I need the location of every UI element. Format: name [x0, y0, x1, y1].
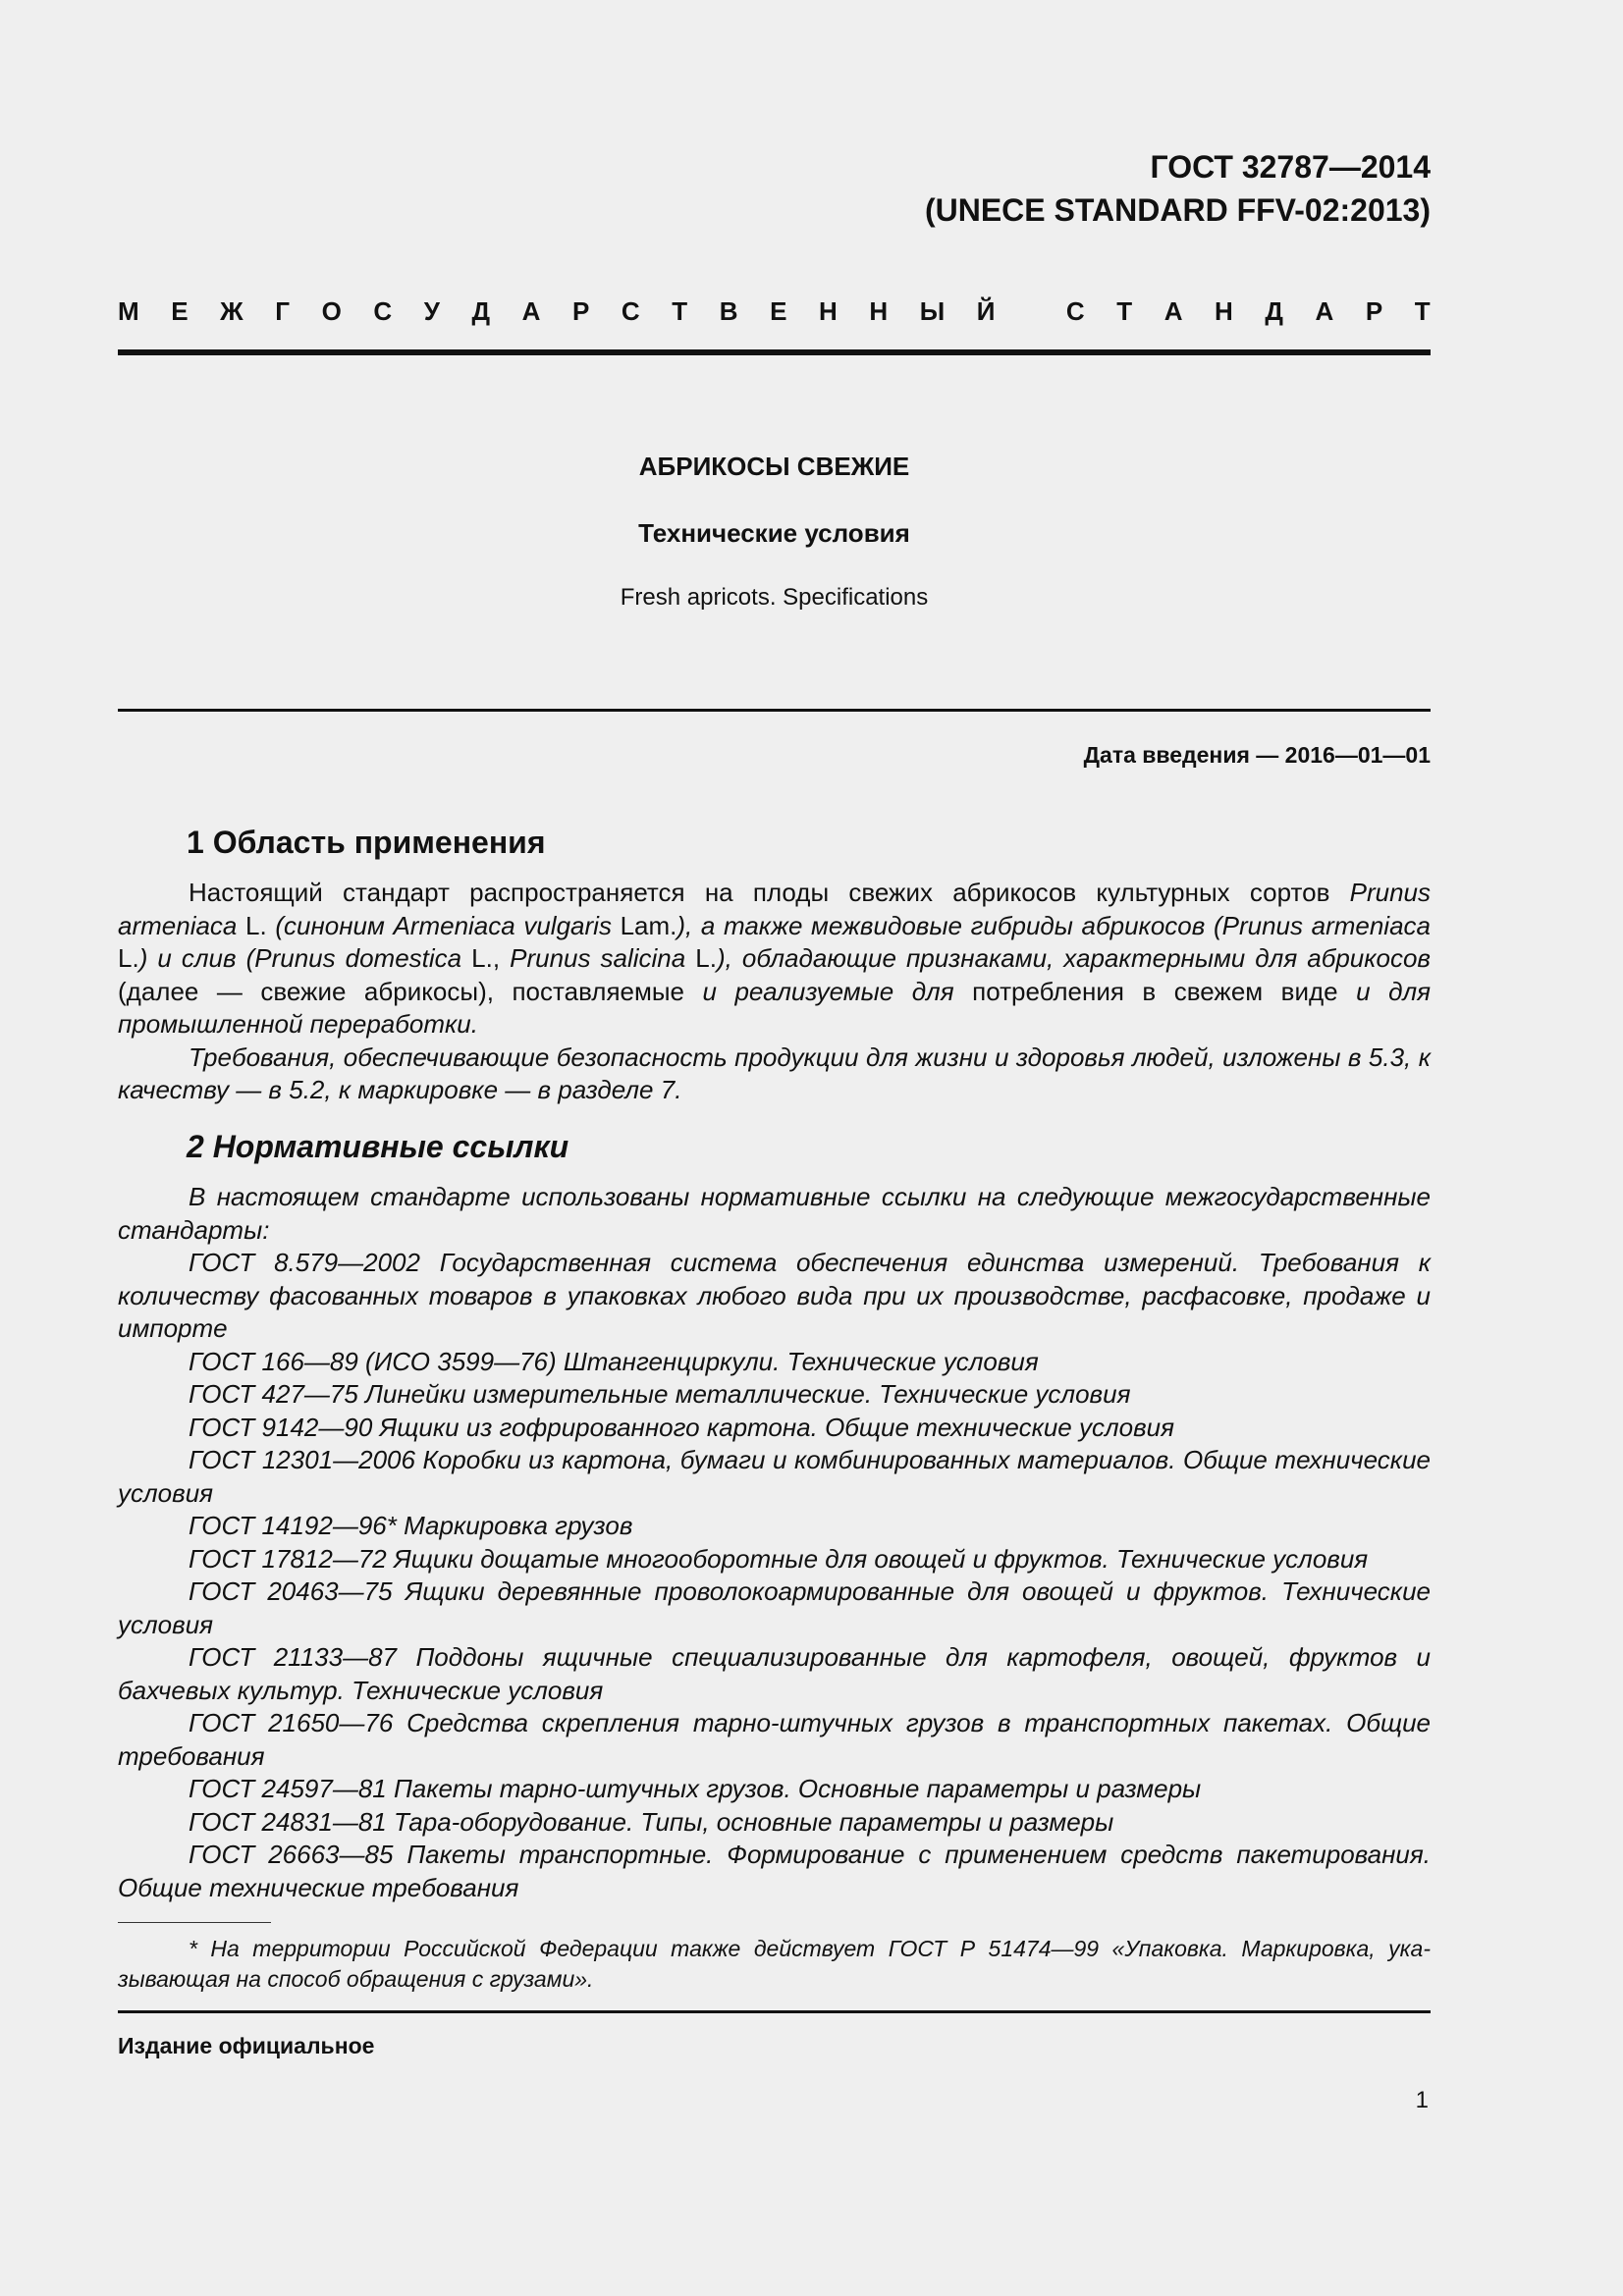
scope-text-segment: Lam.: [611, 910, 677, 940]
english-title: Fresh apricots. Specifications: [620, 584, 929, 611]
scope-text-segment: Armeniaca vulgaris: [393, 910, 612, 940]
banner-letter: Е: [171, 296, 189, 326]
section-1-body: [118, 877, 1431, 1107]
banner-letter: В: [719, 296, 738, 326]
reference-item: ГОСТ 26663—85 Пакеты транспортные. Формирование с применением средств пакетирования. Общие технические требования: [118, 1840, 1431, 1902]
banner-letter: Н: [869, 296, 889, 326]
scope-text-segment: L.: [237, 910, 276, 940]
banner-letter: А: [521, 296, 541, 326]
banner-letter: Ж: [220, 296, 243, 326]
banner-letter: Й: [976, 296, 996, 326]
scope-text-segment: (далее — свежие абрикосы), поставляемые: [118, 976, 703, 1006]
unece-standard: (UNECE STANDARD FFV-02:2013): [924, 192, 1431, 228]
banner-letter: Д: [1265, 296, 1283, 326]
banner-letter: А: [1315, 296, 1334, 326]
gost-number: ГОСТ 32787—2014: [1150, 149, 1431, 185]
reference-item: ГОСТ 24831—81 Тара-оборудование. Типы, основные параметры и размеры: [189, 1806, 1114, 1837]
scope-text-segment: Prunus salicina: [510, 943, 686, 973]
reference-item: ГОСТ 166—89 (ИСО 3599—76) Штангенциркули. Технические условия: [189, 1346, 1039, 1376]
scope-text-segment: ) и слив (: [138, 943, 255, 973]
scope-text-segment: L.: [118, 943, 139, 973]
banner-letter: М: [118, 296, 139, 326]
banner-letter: Н: [819, 296, 838, 326]
requirements-paragraph: Требования, обеспечивающие безопасность продукции для жизни и здоровья людей, изложены в 5.3, к качеству — в 5.2, к маркировке — в разделе 7.: [118, 1041, 1431, 1104]
scope-text-segment: потребления в свежем виде: [953, 976, 1357, 1006]
banner-letter: С: [621, 296, 640, 326]
scope-text-segment: ), обладающие признаками, характерными для абрикосов: [716, 943, 1432, 973]
reference-item: ГОСТ 24597—81 Пакеты тарно-штучных грузов. Основные параметры и размеры: [189, 1774, 1202, 1803]
page-number: 1: [1415, 2087, 1429, 2113]
document-subtitle: Технические условия: [638, 518, 910, 548]
introduction-date: Дата введения — 2016—01—01: [1083, 742, 1431, 768]
banner-letter: Г: [275, 296, 290, 326]
banner-letter: Е: [770, 296, 787, 326]
scope-text-segment: L.,: [461, 943, 511, 973]
footer-rule: [118, 2010, 1431, 2013]
banner-letter: Н: [1215, 296, 1233, 326]
banner-letter: Р: [1365, 296, 1383, 326]
scope-text-segment: Prunus armeniaca: [1221, 910, 1432, 940]
header-rule: [118, 349, 1431, 355]
scope-text-segment: и реализуемые для: [702, 976, 954, 1006]
official-edition-label: Издание официальное: [118, 2033, 375, 2058]
banner-letter: Т: [1414, 296, 1431, 326]
section-1-heading: 1 Область применения: [187, 825, 546, 860]
gost-designation: [925, 145, 1431, 232]
scope-text-segment: Prunus armeniaca: [118, 878, 1431, 940]
banner-letter: А: [1163, 296, 1183, 326]
banner-letter: Д: [471, 296, 491, 326]
normative-references-list: [118, 1181, 1431, 1904]
scope-text-segment: Настоящий стандарт распространяется на плоды свежих абрикосов культурных сортов: [189, 878, 1350, 907]
interstate-standard-banner: [118, 296, 1431, 327]
reference-item: ГОСТ 20463—75 Ящики деревянные проволокоармированные для овощей и фруктов. Технические условия: [118, 1576, 1431, 1639]
banner-letter: У: [423, 296, 440, 326]
scope-text-segment: и для промышленной переработки.: [118, 976, 1432, 1039]
reference-item: ГОСТ 9142—90 Ящики из гофрированного картона. Общие технические условия: [189, 1412, 1175, 1442]
reference-item: ГОСТ 427—75 Линейки измерительные металлические. Технические условия: [189, 1379, 1131, 1409]
scope-text-segment: L.: [685, 943, 717, 973]
reference-item: ГОСТ 14192—96* Маркировка грузов: [189, 1511, 633, 1540]
scope-text-segment: ), а также межвидовые гибриды абрикосов (: [676, 910, 1222, 940]
banner-letter: Р: [571, 296, 590, 326]
footnote-separator: [118, 1922, 271, 1923]
banner-letter: [1027, 296, 1034, 327]
reference-item: ГОСТ 17812—72 Ящики дощатые многооборотные для овощей и фруктов. Технические условия: [189, 1543, 1369, 1574]
footnote: * На территории Российской Федерации также действует ГОСТ Р 51474—99 «Упаковка. Маркировка, указывающая на способ обращения с грузами».: [118, 1936, 1431, 1992]
section-2-heading: 2 Нормативные ссылки: [187, 1129, 569, 1164]
banner-letter: Т: [1116, 296, 1133, 326]
reference-item: ГОСТ 12301—2006 Коробки из картона, бумаги и комбинированных материалов. Общие технические условия: [118, 1445, 1431, 1508]
document-title: АБРИКОСЫ СВЕЖИЕ: [638, 452, 910, 481]
reference-item: ГОСТ 21133—87 Поддоны ящичные специализированные для картофеля, овощей, фруктов и бахчевых культур. Технические условия: [118, 1642, 1431, 1705]
references-intro: В настоящем стандарте использованы нормативные ссылки на следующие межгосударственные стандарты:: [118, 1182, 1431, 1245]
scope-text-segment: (синоним: [275, 910, 394, 940]
banner-letter: С: [1065, 296, 1085, 326]
banner-letter: О: [321, 296, 342, 326]
reference-item: ГОСТ 21650—76 Средства скрепления тарно-штучных грузов в транспортных пакетах. Общие требования: [118, 1708, 1431, 1771]
reference-item: ГОСТ 8.579—2002 Государственная система обеспечения единства измерений. Требования к количеству фасованных товаров в упаковках любого вида при их производстве, расфасовке, продаже и импорте: [118, 1248, 1431, 1343]
scope-paragraph: [118, 877, 1431, 1041]
banner-letter: Ы: [919, 296, 946, 326]
title-rule: [118, 709, 1431, 712]
banner-letter: Т: [672, 296, 688, 326]
scope-text-segment: Prunus domestica: [254, 943, 462, 973]
banner-letter: С: [373, 296, 393, 326]
